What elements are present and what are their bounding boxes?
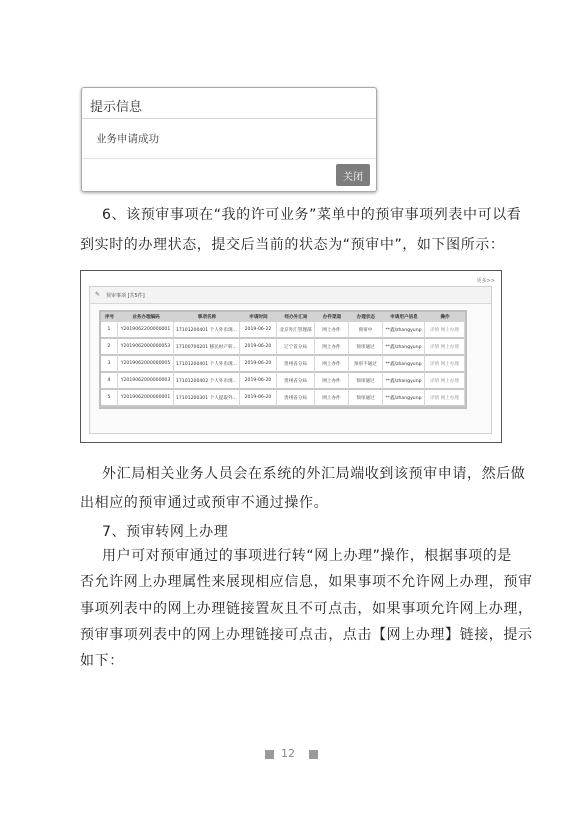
cell-channel: 网上办件 xyxy=(315,373,349,390)
cell-code: Y2019062200000001 xyxy=(118,322,174,339)
cell-status: 预审中 xyxy=(349,322,383,339)
cell-actions xyxy=(425,373,465,390)
cell-channel: 网上办件 xyxy=(315,356,349,373)
detail-link[interactable]: 详情 xyxy=(429,344,440,350)
paragraph-line: 外汇局相关业务人员会在系统的外汇局端收到该预审申请，然后做 xyxy=(102,466,526,482)
cell-date: 2019-06-20 xyxy=(240,390,277,407)
dialog-title: 提示信息 xyxy=(90,100,143,115)
cell-code: Y2019062000000053 xyxy=(118,339,174,356)
online-handle-link[interactable]: 网上办理 xyxy=(440,378,459,384)
cell-name: 17101200401 个人外币现... xyxy=(174,322,240,339)
cell-name: 17101200401 个人外币现... xyxy=(174,356,240,373)
cell-user: **鑫/zhangyunp xyxy=(383,322,425,339)
cell-no: 4 xyxy=(101,373,118,390)
column-header: 办理状态 xyxy=(349,312,383,322)
column-header: 申请用户信息 xyxy=(383,312,425,322)
column-header: 事项名称 xyxy=(174,312,240,322)
cell-bureau: 贵州省分局 xyxy=(277,373,315,390)
cell-user: **鑫/zhangyunp xyxy=(383,356,425,373)
prereview-panel xyxy=(89,286,492,434)
cell-user: **鑫/zhangyunp xyxy=(383,390,425,407)
cell-no: 1 xyxy=(101,322,118,339)
paragraph-line: 6、该预审事项在“我的许可业务”菜单中的预审事项列表中可以看 xyxy=(102,207,522,223)
paragraph-line: 事项列表中的网上办理链接置灰且不可点击，如果事项允许网上办理， xyxy=(80,601,533,617)
cell-channel: 网上办件 xyxy=(315,390,349,407)
table-header-row xyxy=(101,312,465,322)
cell-name: 17101200402 个人外币现... xyxy=(174,373,240,390)
cell-status: 预审不通过 xyxy=(349,356,383,373)
cell-date: 2019-06-22 xyxy=(240,322,277,339)
cell-bureau: 北京外汇管理部 xyxy=(277,322,315,339)
cell-status: 预审通过 xyxy=(349,339,383,356)
cell-name: 17100700201 移民财产转... xyxy=(174,339,240,356)
cell-no: 5 xyxy=(101,390,118,407)
cell-actions xyxy=(425,390,465,407)
cell-user: **鑫/zhangyunp xyxy=(383,339,425,356)
square-icon xyxy=(309,750,318,759)
table-row xyxy=(101,390,465,407)
paragraph-line: 预审事项列表中的网上办理链接可点击，点击【网上办理】链接，提示 xyxy=(80,627,533,643)
online-handle-link[interactable]: 网上办理 xyxy=(440,361,459,367)
dialog-divider xyxy=(82,158,376,159)
detail-link[interactable]: 详情 xyxy=(429,327,440,333)
column-header: 操作 xyxy=(425,312,465,322)
cell-code: Y2019062000000001 xyxy=(118,390,174,407)
online-handle-link[interactable]: 网上办理 xyxy=(440,395,459,401)
column-header: 申请时间 xyxy=(240,312,277,322)
paragraph-line: 用户可对预审通过的事项进行转“网上办理”操作，根据事项的是 xyxy=(102,548,512,564)
paragraph-line: 否允许网上办理属性来展现相应信息，如果事项不允许网上办理，预审 xyxy=(80,574,533,590)
prereview-list-screenshot xyxy=(80,270,502,443)
table-row xyxy=(101,373,465,390)
panel-header xyxy=(90,287,491,304)
page-number: 12 xyxy=(281,747,295,760)
detail-link[interactable]: 详情 xyxy=(429,361,440,367)
cell-channel: 网上办件 xyxy=(315,322,349,339)
paragraph-line: 如下： xyxy=(80,653,124,669)
online-handle-link[interactable]: 网上办理 xyxy=(440,344,459,350)
dialog-message: 业务申请成功 xyxy=(96,133,159,145)
cell-name: 17101200301 个人提取外... xyxy=(174,390,240,407)
cell-bureau: 辽宁省分局 xyxy=(277,339,315,356)
table-row xyxy=(101,356,465,373)
cell-actions xyxy=(425,356,465,373)
dialog-divider xyxy=(82,118,376,119)
edit-icon: ✎ xyxy=(95,291,101,298)
cell-code: Y2019062000000003 xyxy=(118,373,174,390)
cell-channel: 网上办件 xyxy=(315,339,349,356)
cell-date: 2019-06-20 xyxy=(240,373,277,390)
more-link[interactable]: 更多>> xyxy=(476,278,495,284)
square-icon xyxy=(265,750,274,759)
column-header: 经办外汇局 xyxy=(277,312,315,322)
cell-status: 预审通过 xyxy=(349,390,383,407)
cell-date: 2019-06-20 xyxy=(240,339,277,356)
cell-bureau: 贵州省分局 xyxy=(277,390,315,407)
close-button[interactable]: 关闭 xyxy=(336,164,370,186)
cell-code: Y2019062000000005 xyxy=(118,356,174,373)
paragraph-line: 出相应的预审通过或预审不通过操作。 xyxy=(80,495,329,511)
column-header: 业务办理编码 xyxy=(118,312,174,322)
column-header: 办件渠道 xyxy=(315,312,349,322)
page-footer xyxy=(265,747,319,761)
cell-no: 2 xyxy=(101,339,118,356)
success-dialog xyxy=(81,87,377,192)
table-row xyxy=(101,322,465,339)
panel-title: 预审事项 [共5件] xyxy=(106,293,145,299)
detail-link[interactable]: 详情 xyxy=(429,378,440,384)
cell-date: 2019-06-20 xyxy=(240,356,277,373)
detail-link[interactable]: 详情 xyxy=(429,395,440,401)
cell-actions xyxy=(425,322,465,339)
column-header: 序号 xyxy=(101,312,118,322)
prereview-table xyxy=(99,310,467,409)
cell-status: 预审通过 xyxy=(349,373,383,390)
table-row xyxy=(101,339,465,356)
section-heading: 7、预审转网上办理 xyxy=(102,524,229,540)
online-handle-link[interactable]: 网上办理 xyxy=(440,327,459,333)
cell-bureau: 贵州省分局 xyxy=(277,356,315,373)
cell-actions xyxy=(425,339,465,356)
cell-user: **鑫/zhangyunp xyxy=(383,373,425,390)
cell-no: 3 xyxy=(101,356,118,373)
paragraph-line: 到实时的办理状态，提交后当前的状态为“预审中”，如下图所示： xyxy=(80,237,505,253)
